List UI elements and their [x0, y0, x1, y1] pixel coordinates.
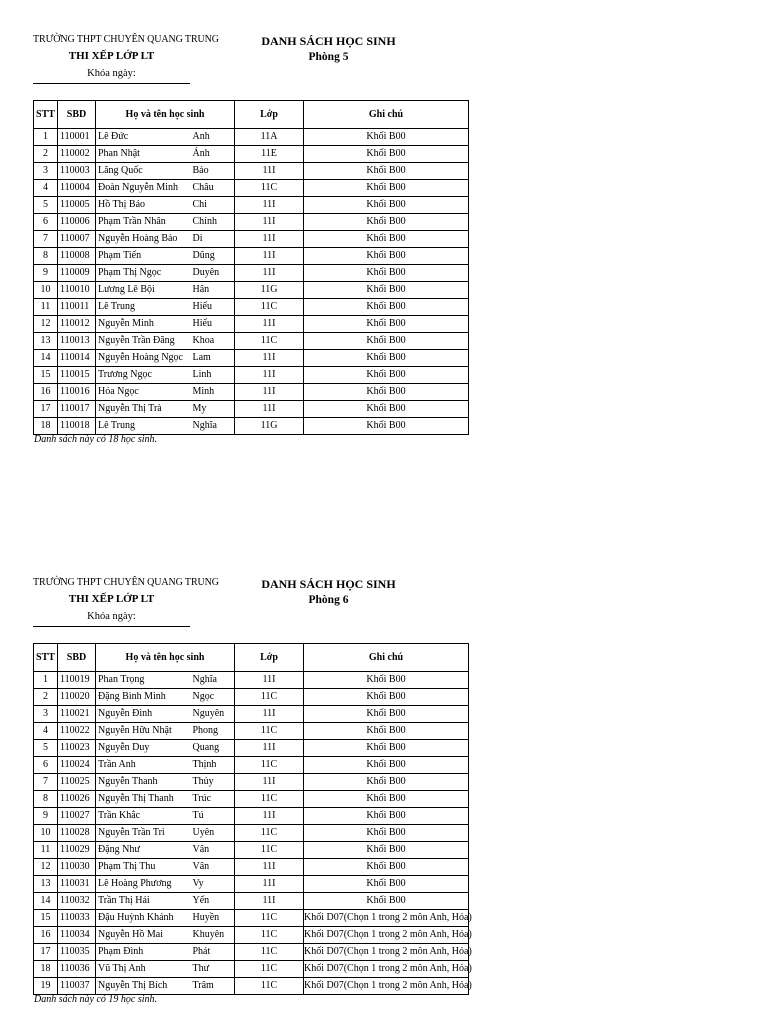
- student-note: Khối B00: [304, 893, 469, 910]
- student-note: Khối D07(Chọn 1 trong 2 môn Anh, Hóa): [304, 944, 469, 961]
- student-id: 110037: [58, 978, 96, 995]
- student-given-name: Hân: [191, 282, 235, 299]
- student-note: Khối B00: [304, 723, 469, 740]
- student-note: Khối B00: [304, 282, 469, 299]
- student-surname: Nguyễn Trần Đăng: [96, 333, 191, 350]
- student-id: 110013: [58, 333, 96, 350]
- table-row: [34, 706, 469, 723]
- student-given-name: Hiếu: [191, 299, 235, 316]
- table-row: [34, 825, 469, 842]
- student-given-name: Vân: [191, 859, 235, 876]
- student-id: 110022: [58, 723, 96, 740]
- student-id: 110018: [58, 418, 96, 435]
- student-note: Khối B00: [304, 825, 469, 842]
- student-class: 11I: [235, 350, 304, 367]
- table-row: [34, 265, 469, 282]
- header-divider: [33, 83, 190, 84]
- student-id: 110002: [58, 146, 96, 163]
- course-date-label: Khóa ngày:: [87, 68, 136, 79]
- student-given-name: Phong: [191, 723, 235, 740]
- header-divider: [33, 626, 190, 627]
- student-surname: Nguyễn Minh: [96, 316, 191, 333]
- column-header-stt: STT: [34, 101, 58, 129]
- student-given-name: Thịnh: [191, 757, 235, 774]
- student-given-name: Bảo: [191, 163, 235, 180]
- row-number: 3: [34, 163, 58, 180]
- student-note: Khối B00: [304, 859, 469, 876]
- student-class: 11C: [235, 180, 304, 197]
- student-id: 110030: [58, 859, 96, 876]
- student-given-name: Thủy: [191, 774, 235, 791]
- student-surname: Nguyễn Đình: [96, 706, 191, 723]
- student-id: 110009: [58, 265, 96, 282]
- student-note: Khối B00: [304, 350, 469, 367]
- student-note: Khối B00: [304, 774, 469, 791]
- student-id: 110008: [58, 248, 96, 265]
- row-number: 2: [34, 146, 58, 163]
- student-class: 11I: [235, 808, 304, 825]
- student-surname: Hỏa Ngọc: [96, 384, 191, 401]
- student-surname: Phạm Trần Nhân: [96, 214, 191, 231]
- table-row: [34, 689, 469, 706]
- school-name: TRƯỜNG THPT CHUYÊN QUANG TRUNG: [33, 577, 219, 588]
- student-note: Khối B00: [304, 299, 469, 316]
- student-table: [33, 100, 469, 435]
- student-id: 110001: [58, 129, 96, 146]
- student-class: 11C: [235, 299, 304, 316]
- student-class: 11I: [235, 740, 304, 757]
- student-table: [33, 643, 472, 995]
- student-class: 11I: [235, 214, 304, 231]
- student-count-note: Danh sách này có 18 học sinh.: [34, 434, 158, 445]
- student-given-name: Di: [191, 231, 235, 248]
- table-row: [34, 129, 469, 146]
- table-row: [34, 231, 469, 248]
- student-note: Khối B00: [304, 231, 469, 248]
- row-number: 3: [34, 706, 58, 723]
- table-row: [34, 146, 469, 163]
- row-number: 13: [34, 333, 58, 350]
- exam-name: THI XẾP LỚP LT: [68, 50, 155, 62]
- column-header-note: Ghi chú: [304, 644, 469, 672]
- student-class: 11G: [235, 282, 304, 299]
- student-surname: Vũ Thị Anh: [96, 961, 191, 978]
- student-surname: Nguyễn Hoàng Ngọc: [96, 350, 191, 367]
- student-note: Khối B00: [304, 248, 469, 265]
- student-given-name: Phát: [191, 944, 235, 961]
- student-surname: Nguyễn Thị Thanh: [96, 791, 191, 808]
- student-surname: Nguyễn Thị Trà: [96, 401, 191, 418]
- table-row: [34, 757, 469, 774]
- room-label: Phòng 5: [308, 51, 349, 63]
- student-id: 110026: [58, 791, 96, 808]
- student-note: Khối B00: [304, 689, 469, 706]
- row-number: 4: [34, 180, 58, 197]
- student-class: 11C: [235, 791, 304, 808]
- student-given-name: Hiếu: [191, 316, 235, 333]
- student-id: 110029: [58, 842, 96, 859]
- table-row: [34, 316, 469, 333]
- student-surname: Lăng Quốc: [96, 163, 191, 180]
- student-surname: Nguyễn Hồ Mai: [96, 927, 191, 944]
- student-note: Khối B00: [304, 740, 469, 757]
- student-surname: Phạm Đình: [96, 944, 191, 961]
- row-number: 16: [34, 927, 58, 944]
- student-given-name: Uyên: [191, 825, 235, 842]
- row-number: 8: [34, 791, 58, 808]
- student-given-name: Chính: [191, 214, 235, 231]
- column-header-class: Lớp: [235, 101, 304, 129]
- student-surname: Phạm Thị Ngọc: [96, 265, 191, 282]
- column-header-note: Ghi chú: [304, 101, 469, 129]
- student-id: 110016: [58, 384, 96, 401]
- table-row: [34, 418, 469, 435]
- row-number: 8: [34, 248, 58, 265]
- row-number: 10: [34, 825, 58, 842]
- student-id: 110024: [58, 757, 96, 774]
- student-id: 110012: [58, 316, 96, 333]
- student-given-name: Trúc: [191, 791, 235, 808]
- room-list-sheet: [0, 0, 768, 450]
- student-class: 11E: [235, 146, 304, 163]
- student-given-name: Ánh: [191, 146, 235, 163]
- student-id: 110005: [58, 197, 96, 214]
- student-note: Khối B00: [304, 757, 469, 774]
- student-surname: Trần Anh: [96, 757, 191, 774]
- student-given-name: Minh: [191, 384, 235, 401]
- student-id: 110006: [58, 214, 96, 231]
- row-number: 2: [34, 689, 58, 706]
- table-row: [34, 774, 469, 791]
- student-surname: Đậu Huỳnh Khánh: [96, 910, 191, 927]
- student-id: 110019: [58, 672, 96, 689]
- student-surname: Đặng Như: [96, 842, 191, 859]
- row-number: 13: [34, 876, 58, 893]
- student-note: Khối B00: [304, 146, 469, 163]
- row-number: 15: [34, 367, 58, 384]
- row-number: 17: [34, 401, 58, 418]
- student-note: Khối B00: [304, 265, 469, 282]
- table-row: [34, 180, 469, 197]
- row-number: 7: [34, 774, 58, 791]
- table-row: [34, 163, 469, 180]
- student-given-name: Khoa: [191, 333, 235, 350]
- student-given-name: Linh: [191, 367, 235, 384]
- student-class: 11I: [235, 265, 304, 282]
- column-header-sbd: SBD: [58, 101, 96, 129]
- room-list-sheet: [0, 543, 768, 1013]
- course-date-label: Khóa ngày:: [87, 611, 136, 622]
- table-row: [34, 248, 469, 265]
- student-surname: Trương Ngọc: [96, 367, 191, 384]
- student-note: Khối B00: [304, 316, 469, 333]
- student-id: 110034: [58, 927, 96, 944]
- student-class: 11C: [235, 944, 304, 961]
- student-class: 11C: [235, 825, 304, 842]
- table-row: [34, 333, 469, 350]
- row-number: 14: [34, 893, 58, 910]
- student-note: Khối B00: [304, 129, 469, 146]
- student-class: 11I: [235, 197, 304, 214]
- column-header-sbd: SBD: [58, 644, 96, 672]
- student-given-name: Chi: [191, 197, 235, 214]
- student-surname: Lê Đức: [96, 129, 191, 146]
- row-number: 5: [34, 197, 58, 214]
- student-id: 110011: [58, 299, 96, 316]
- student-surname: Nguyễn Hoàng Bảo: [96, 231, 191, 248]
- table-row: [34, 791, 469, 808]
- student-note: Khối B00: [304, 384, 469, 401]
- student-class: 11C: [235, 757, 304, 774]
- table-row: [34, 808, 469, 825]
- row-number: 1: [34, 672, 58, 689]
- student-surname: Nguyễn Thị Bích: [96, 978, 191, 995]
- row-number: 14: [34, 350, 58, 367]
- student-given-name: Dũng: [191, 248, 235, 265]
- row-number: 11: [34, 299, 58, 316]
- table-row: [34, 978, 469, 995]
- student-surname: Trần Thị Hải: [96, 893, 191, 910]
- student-surname: Phạm Tiến: [96, 248, 191, 265]
- student-surname: Nguyễn Hữu Nhật: [96, 723, 191, 740]
- table-row: [34, 740, 469, 757]
- column-header-stt: STT: [34, 644, 58, 672]
- student-id: 110010: [58, 282, 96, 299]
- table-row: [34, 961, 469, 978]
- student-given-name: Nghĩa: [191, 418, 235, 435]
- student-class: 11I: [235, 893, 304, 910]
- student-id: 110003: [58, 163, 96, 180]
- student-note: Khối D07(Chọn 1 trong 2 môn Anh, Hóa): [304, 910, 469, 927]
- student-id: 110028: [58, 825, 96, 842]
- row-number: 18: [34, 961, 58, 978]
- student-note: Khối B00: [304, 876, 469, 893]
- row-number: 9: [34, 808, 58, 825]
- student-class: 11C: [235, 842, 304, 859]
- row-number: 19: [34, 978, 58, 995]
- student-id: 110023: [58, 740, 96, 757]
- student-given-name: My: [191, 401, 235, 418]
- student-class: 11I: [235, 163, 304, 180]
- student-note: Khối B00: [304, 842, 469, 859]
- student-given-name: Thư: [191, 961, 235, 978]
- student-note: Khối B00: [304, 401, 469, 418]
- student-note: Khối B00: [304, 808, 469, 825]
- student-note: Khối D07(Chọn 1 trong 2 môn Anh, Hóa): [304, 961, 469, 978]
- table-row: [34, 672, 469, 689]
- row-number: 18: [34, 418, 58, 435]
- table-row: [34, 401, 469, 418]
- student-class: 11C: [235, 961, 304, 978]
- table-row: [34, 893, 469, 910]
- row-number: 5: [34, 740, 58, 757]
- table-row: [34, 944, 469, 961]
- student-surname: Lê Trung: [96, 299, 191, 316]
- row-number: 12: [34, 859, 58, 876]
- student-note: Khối B00: [304, 163, 469, 180]
- student-surname: Lương Lê Bội: [96, 282, 191, 299]
- student-id: 110020: [58, 689, 96, 706]
- student-surname: Lê Trung: [96, 418, 191, 435]
- student-given-name: Ngọc: [191, 689, 235, 706]
- table-row: [34, 299, 469, 316]
- row-number: 12: [34, 316, 58, 333]
- student-class: 11I: [235, 706, 304, 723]
- student-class: 11I: [235, 401, 304, 418]
- student-class: 11I: [235, 774, 304, 791]
- student-id: 110033: [58, 910, 96, 927]
- student-class: 11G: [235, 418, 304, 435]
- table-row: [34, 350, 469, 367]
- student-id: 110014: [58, 350, 96, 367]
- student-given-name: Nguyên: [191, 706, 235, 723]
- student-surname: Đặng Bình Minh: [96, 689, 191, 706]
- student-given-name: Châu: [191, 180, 235, 197]
- student-class: 11A: [235, 129, 304, 146]
- student-given-name: Anh: [191, 129, 235, 146]
- student-id: 110031: [58, 876, 96, 893]
- student-surname: Phan Nhật: [96, 146, 191, 163]
- student-surname: Nguyễn Duy: [96, 740, 191, 757]
- student-note: Khối B00: [304, 418, 469, 435]
- student-given-name: Khuyên: [191, 927, 235, 944]
- table-row: [34, 927, 469, 944]
- column-header-name: Họ và tên học sinh: [96, 644, 235, 672]
- student-id: 110004: [58, 180, 96, 197]
- student-surname: Phan Trọng: [96, 672, 191, 689]
- student-surname: Phạm Thị Thu: [96, 859, 191, 876]
- student-id: 110021: [58, 706, 96, 723]
- row-number: 7: [34, 231, 58, 248]
- document-title: DANH SÁCH HỌC SINH: [261, 34, 396, 48]
- row-number: 1: [34, 129, 58, 146]
- table-header-row: [34, 101, 469, 129]
- student-given-name: Quang: [191, 740, 235, 757]
- row-number: 6: [34, 214, 58, 231]
- student-note: Khối B00: [304, 214, 469, 231]
- student-given-name: Huyền: [191, 910, 235, 927]
- student-surname: Đoàn Nguyễn Minh: [96, 180, 191, 197]
- student-class: 11C: [235, 723, 304, 740]
- student-surname: Hồ Thị Bảo: [96, 197, 191, 214]
- student-id: 110036: [58, 961, 96, 978]
- student-class: 11I: [235, 367, 304, 384]
- column-header-name: Họ và tên học sinh: [96, 101, 235, 129]
- student-surname: Trần Khắc: [96, 808, 191, 825]
- student-surname: Nguyễn Thanh: [96, 774, 191, 791]
- student-id: 110032: [58, 893, 96, 910]
- column-header-class: Lớp: [235, 644, 304, 672]
- student-note: Khối B00: [304, 367, 469, 384]
- student-note: Khối B00: [304, 180, 469, 197]
- school-name: TRƯỜNG THPT CHUYÊN QUANG TRUNG: [33, 34, 219, 45]
- student-given-name: Duyên: [191, 265, 235, 282]
- table-row: [34, 723, 469, 740]
- student-given-name: Lam: [191, 350, 235, 367]
- student-note: Khối D07(Chọn 1 trong 2 môn Anh, Hóa): [304, 978, 469, 995]
- student-class: 11C: [235, 927, 304, 944]
- table-row: [34, 282, 469, 299]
- student-class: 11C: [235, 910, 304, 927]
- student-class: 11I: [235, 672, 304, 689]
- row-number: 10: [34, 282, 58, 299]
- student-surname: Lê Hoàng Phương: [96, 876, 191, 893]
- student-given-name: Yến: [191, 893, 235, 910]
- student-note: Khối B00: [304, 672, 469, 689]
- student-class: 11I: [235, 248, 304, 265]
- student-given-name: Tú: [191, 808, 235, 825]
- student-given-name: Vân: [191, 842, 235, 859]
- student-id: 110017: [58, 401, 96, 418]
- student-note: Khối B00: [304, 333, 469, 350]
- row-number: 16: [34, 384, 58, 401]
- document-title: DANH SÁCH HỌC SINH: [261, 577, 396, 591]
- student-id: 110007: [58, 231, 96, 248]
- student-id: 110035: [58, 944, 96, 961]
- table-row: [34, 367, 469, 384]
- exam-name: THI XẾP LỚP LT: [68, 593, 155, 605]
- student-count-note: Danh sách này có 19 học sinh.: [34, 994, 158, 1005]
- student-class: 11I: [235, 876, 304, 893]
- student-id: 110015: [58, 367, 96, 384]
- table-row: [34, 876, 469, 893]
- student-surname: Nguyễn Trần Tri: [96, 825, 191, 842]
- table-row: [34, 842, 469, 859]
- table-row: [34, 197, 469, 214]
- student-class: 11C: [235, 978, 304, 995]
- student-note: Khối D07(Chọn 1 trong 2 môn Anh, Hóa): [304, 927, 469, 944]
- row-number: 15: [34, 910, 58, 927]
- student-note: Khối B00: [304, 706, 469, 723]
- student-class: 11I: [235, 231, 304, 248]
- student-class: 11I: [235, 859, 304, 876]
- student-note: Khối B00: [304, 197, 469, 214]
- student-given-name: Trâm: [191, 978, 235, 995]
- row-number: 4: [34, 723, 58, 740]
- table-header-row: [34, 644, 469, 672]
- student-given-name: Vy: [191, 876, 235, 893]
- table-row: [34, 384, 469, 401]
- row-number: 11: [34, 842, 58, 859]
- student-class: 11I: [235, 316, 304, 333]
- row-number: 9: [34, 265, 58, 282]
- student-id: 110027: [58, 808, 96, 825]
- student-class: 11I: [235, 384, 304, 401]
- row-number: 6: [34, 757, 58, 774]
- row-number: 17: [34, 944, 58, 961]
- student-class: 11C: [235, 333, 304, 350]
- student-id: 110025: [58, 774, 96, 791]
- room-label: Phòng 6: [308, 594, 349, 606]
- table-row: [34, 910, 469, 927]
- student-given-name: Nghĩa: [191, 672, 235, 689]
- table-row: [34, 859, 469, 876]
- student-class: 11C: [235, 689, 304, 706]
- student-note: Khối B00: [304, 791, 469, 808]
- table-row: [34, 214, 469, 231]
